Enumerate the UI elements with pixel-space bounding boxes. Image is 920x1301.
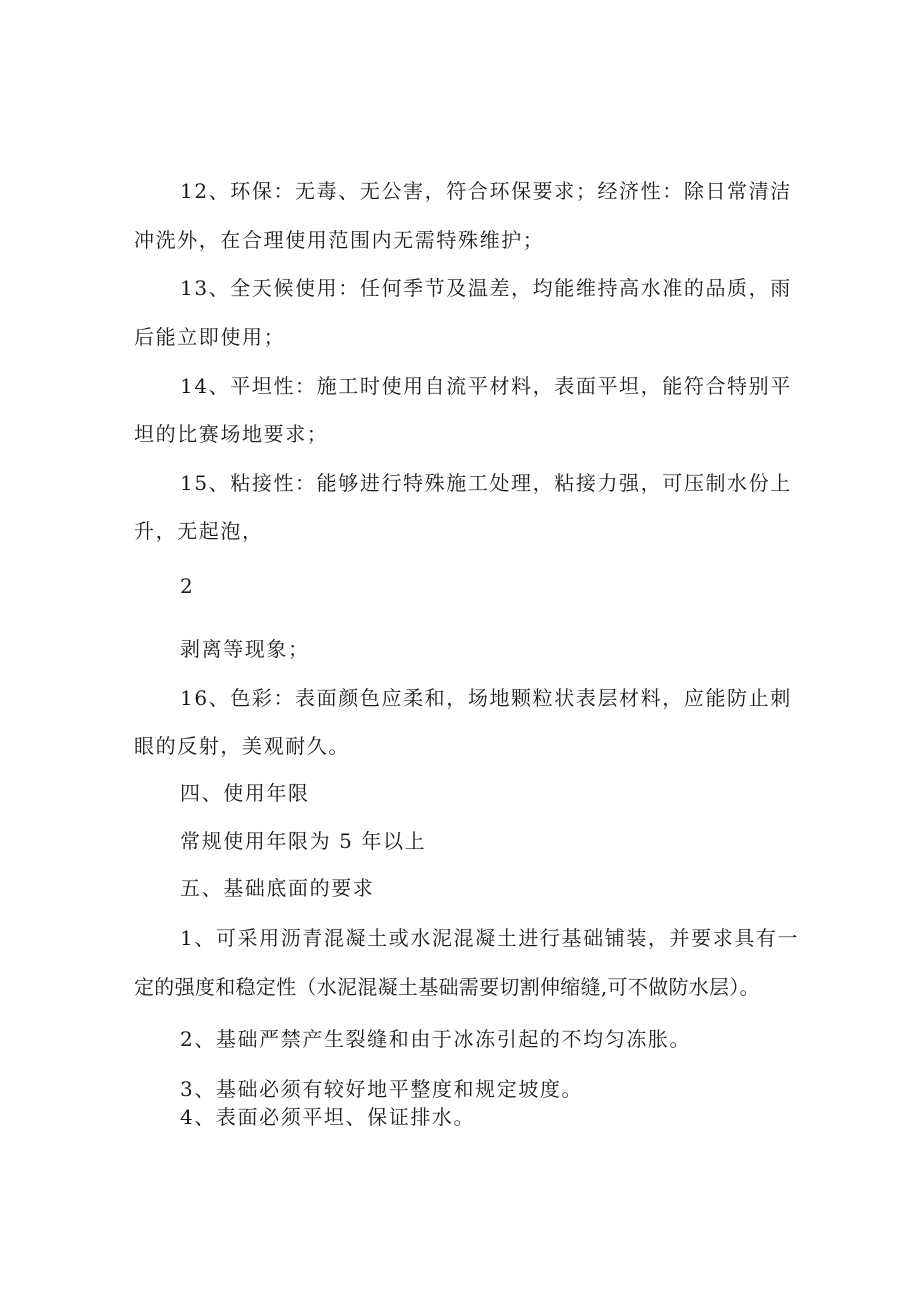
page-number: 2 — [180, 574, 193, 598]
requirement-2: 2、基础严禁产生裂缝和由于冰冻引起的不均匀冻胀。 — [180, 1027, 692, 1051]
item-14-line-2: 坦的比赛场地要求； — [134, 422, 329, 446]
item-15-line-2: 升，无起泡， — [134, 519, 264, 543]
item-13-line-1: 13、全天候使用：任何季节及温差，均能维持高水准的品质，雨 — [180, 276, 792, 300]
item-16-line-1: 16、色彩：表面颜色应柔和，场地颗粒状表层材料，应能防止刺 — [180, 686, 792, 710]
requirement-1-line-1: 1、可采用沥青混凝土或水泥混凝土进行基础铺装，并要求具有一 — [180, 926, 800, 950]
item-13-line-2: 后能立即使用； — [134, 325, 286, 349]
item-15-continued: 剥离等现象； — [180, 637, 310, 661]
requirement-3: 3、基础必须有较好地平整度和规定坡度。 — [180, 1077, 584, 1101]
service-life-text: 常规使用年限为 5 年以上 — [180, 829, 427, 853]
item-16-line-2: 眼的反射，美观耐久。 — [134, 734, 350, 758]
section-5-heading: 五、基础底面的要求 — [180, 876, 375, 900]
requirement-1-line-2: 定的强度和稳定性（水泥混凝土基础需要切割伸缩缝,可不做防水层）。 — [134, 975, 760, 999]
section-4-heading: 四、使用年限 — [180, 781, 310, 805]
item-15-line-1: 15、粘接性：能够进行特殊施工处理，粘接力强，可压制水份上 — [180, 471, 792, 495]
item-12-line-2: 冲洗外，在合理使用范围内无需特殊维护； — [134, 228, 545, 252]
requirement-4: 4、表面必须平坦、保证排水。 — [180, 1105, 476, 1129]
item-12-line-1: 12、环保：无毒、无公害，符合环保要求；经济性：除日常清洁 — [180, 179, 792, 203]
item-14-line-1: 14、平坦性：施工时使用自流平材料，表面平坦，能符合特别平 — [180, 374, 792, 398]
